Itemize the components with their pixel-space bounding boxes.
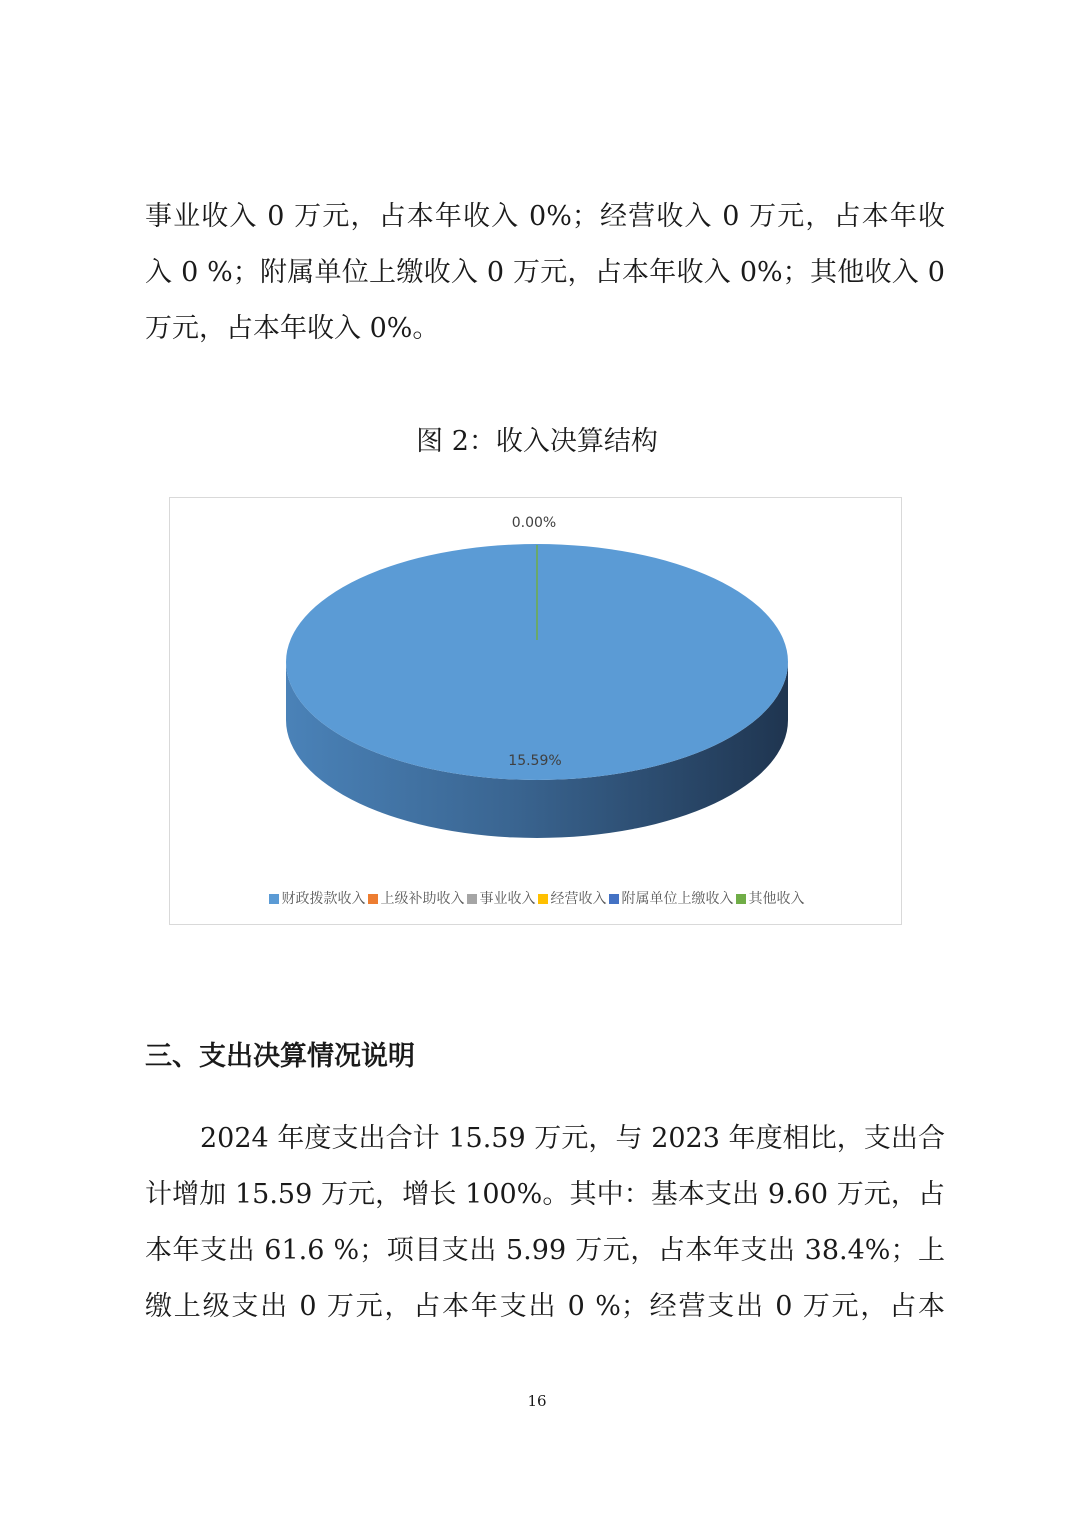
page-number: 16 [527,1392,547,1410]
legend-swatch [538,894,548,904]
paragraph-line: 入 0 %；附属单位上缴收入 0 万元，占本年收入 0%；其他收入 0 [145,257,945,288]
legend-label: 财政拨款收入 [281,891,366,907]
pie-chart [169,497,902,925]
legend-swatch [609,894,619,904]
pie-chart-canvas [170,498,903,878]
data-label-main: 15.59% [508,753,562,769]
chart-legend [170,888,903,908]
legend-swatch [467,894,477,904]
figure-caption: 图 2：收入决算结构 [416,426,658,457]
legend-item [736,888,805,908]
legend-item [269,888,366,908]
legend-swatch [368,894,378,904]
section-heading: 三、支出决算情况说明 [145,1041,415,1072]
paragraph-line: 万元，占本年收入 0%。 [145,313,440,344]
legend-item [609,888,734,908]
legend-label: 上级补助收入 [380,891,465,907]
legend-item [538,888,607,908]
data-label-zero: 0.00% [511,515,557,531]
legend-item [467,888,536,908]
legend-swatch [269,894,279,904]
legend-label: 其他收入 [748,891,805,907]
paragraph-line: 计增加 15.59 万元，增长 100%。其中：基本支出 9.60 万元，占 [145,1179,945,1210]
paragraph-line: 2024 年度支出合计 15.59 万元，与 2023 年度相比，支出合 [200,1123,945,1154]
legend-label: 经营收入 [550,891,607,907]
paragraph-line: 缴上级支出 0 万元，占本年支出 0 %；经营支出 0 万元，占本 [145,1291,945,1322]
legend-swatch [736,894,746,904]
legend-item [368,888,465,908]
legend-label: 事业收入 [479,891,536,907]
paragraph-line: 事业收入 0 万元，占本年收入 0%；经营收入 0 万元，占本年收 [145,201,945,232]
legend-label: 附属单位上缴收入 [621,891,734,907]
paragraph-line: 本年支出 61.6 %；项目支出 5.99 万元，占本年支出 38.4%；上 [145,1235,945,1266]
